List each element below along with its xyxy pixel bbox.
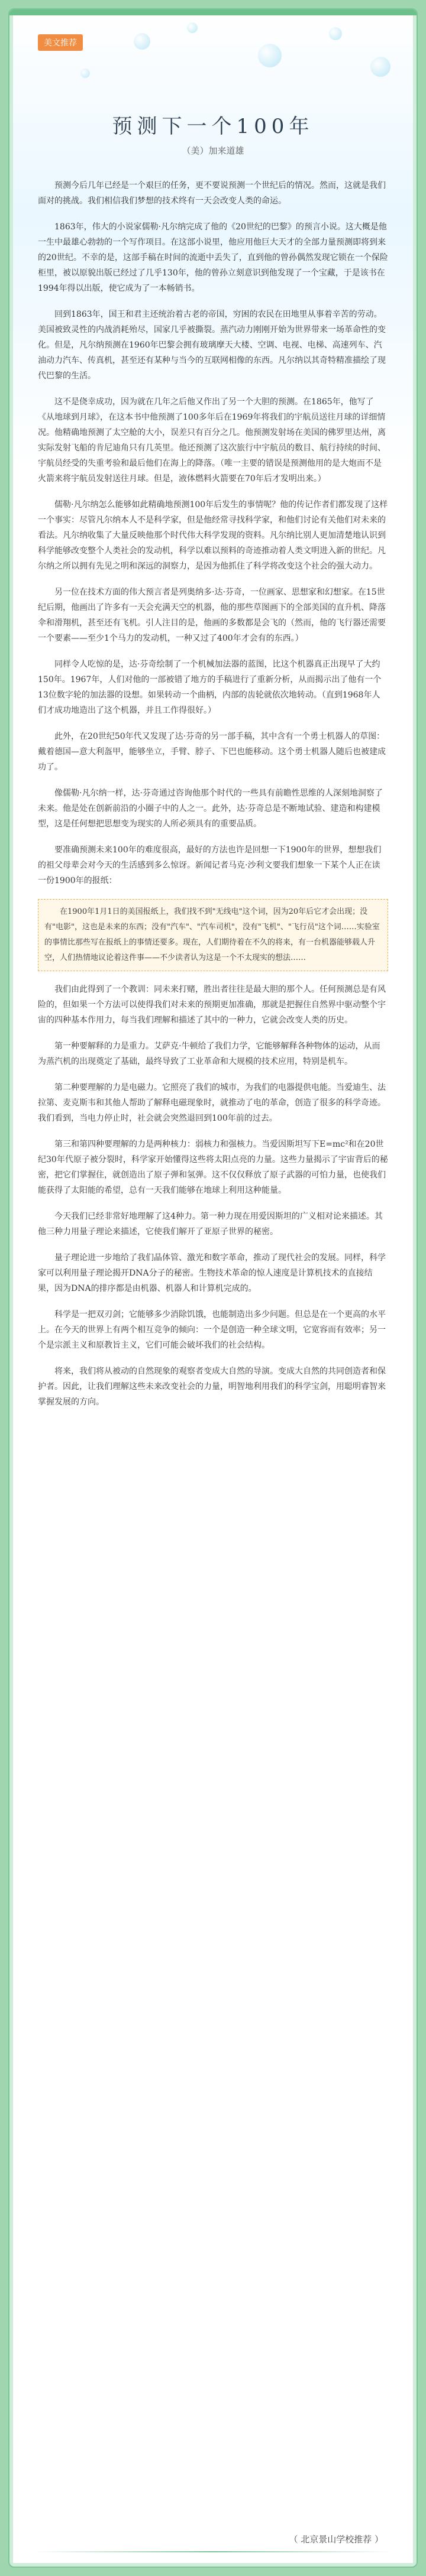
bubble-decoration [134, 33, 150, 50]
paragraph: 此外，在20世纪50年代又发现了达·芬奇的另一部手稿，其中含有一个勇士机器人的草图：戴着德国—意大利盔甲，能够坐立，手臂、脖子、下巴也能移动。这个勇士机器人随后也被建成功了。 [38, 732, 386, 772]
bubble-decoration [258, 44, 282, 67]
paragraph: 儒勒·凡尔纳怎么能够如此精确地预测100年后发生的事情呢？他的传记作者们都发现了这样一个事实：尽管凡尔纳本人不是科学家，但是他经常寻找科学家，和他们讨论有关他们对未来的看法。凡尔纳收集了大量反映他那个时代伟大科学发现的资料。凡尔纳比别人更加清楚地认识到科学能够改变整个人类社会的发动机，科学以难以预料的奇迹推动着人类文明进入新的世纪。凡尔纳之所以拥有先见之明和深远的洞察力，是因为他抓住了科学将改变这个社会的强大动力。 [38, 500, 388, 571]
paragraph: 今天我们已经非常好地理解了这4种力。第一种力现在用爱因斯坦的广义相对论来描述。其他三种力用量子理论来描述，它使我们解开了亚原子世界的秘密。 [38, 1212, 383, 1237]
paragraph: 第一种要解释的力是重力。艾萨克·牛顿给了我们力学，它能够解释各种物体的运动，从而为蒸汽机的出现奠定了基础，最终导致了工业革命和大规模的技术应用，特别是机车。 [38, 1042, 380, 1066]
paragraph: 同样令人吃惊的是，达·芬奇绘制了一个机械加法器的蓝图，比这个机器真正出现早了大约150年。1967年，人们对他的一部被错了地方的手稿进行了重新分析，从而揭示出了他有一个13位数字轮的加法器的设想。如果转动一个曲柄，内部的齿轮就依次地转动。（直到1968年人们才成功地造出了这个机器，并且工作得很好。） [38, 660, 382, 715]
paragraph: 1863年，伟大的小说家儒勒·凡尔纳完成了他的《20世纪的巴黎》的预言小说。这大概是他一生中最雄心勃勃的一个写作项目。在这部小说里，他应用他巨大天才的全部力量预测即将到来的20世纪。不幸的是，这部手稿在时间的流逝中丢失了，直到他的曾孙偶然发现它锁在一个保险柜里，被以原貌出版已经过了几乎130年，他的曾孙立刻意识到他发现了一个宝藏，于是该书在1994年得以出版，使它成为了一本畅销书。 [38, 222, 388, 293]
quoted-passage: 在1900年1月1日的美国报纸上，我们找不到"无线电"这个词，因为20年后它才会出现；没有"电影"，这也是未来的东西；没有"汽车"、"汽车司机"，没有"飞机"、"飞行员"这个词……实验室的事情比那些写在报纸上的事情还要多。现在，人们期待着在不久的将来，有一台机器能够载人升空，人们热情地议论着这件事——不少读者认为这是一个不太现实的想法…… [38, 899, 388, 971]
top-strip [9, 9, 417, 15]
bubble-decoration [80, 69, 90, 78]
bottom-divider [33, 2551, 393, 2552]
paragraph: 量子理论进一步地给了我们晶体管、激光和数字革命，推动了现代社会的发展。同样，科学家可以利用量子理论揭开DNA分子的秘密。生物技术革命的惊人速度是计算机技术的直接结果，因为DNA的排序都是由机器、机器人和计算机完成的。 [38, 1253, 386, 1293]
paragraph: 我们由此得到了一个教训：同未来打赌，胜出者往往是最大胆的那个人。任何预测总是有风险的，但如果一个方法可以使得我们对未来的预期更加准确，那就是把握住自然界中驱动整个宇宙的四种基本作用力，每当我们理解和描述了其中的一种力，它就会改变人类的历史。 [38, 985, 386, 1025]
article-title: 预测下一个100年 [112, 115, 314, 138]
recommendation-credit: （ 北京景山学校推荐 ） [289, 2534, 383, 2545]
bubble-decoration [329, 27, 342, 40]
paragraph: 第二种要理解的力是电磁力。它照亮了我们的城市，为我们的电器提供电能。当爱迪生、法拉第、麦克斯韦和其他人帮助了解释电磁现象时，就推动了电的革命，创造了很多的科学奇迹。我们看到，当电力停止时，社会就会突然退回到100年前的过去。 [38, 1083, 386, 1123]
paragraph: 科学是一把双刃剑；它能够多少消除饥饿，也能制造出多少问题。但总是在一个更高的水平上。在今天的世界上有两个相互竞争的倾向：一个是创造一种全球文明，它宽容而有效率；另一个是宗派主义和原教旨主义，它们可能会破坏我们的社会结构。 [38, 1310, 386, 1350]
article-card [8, 8, 418, 2568]
paragraph: 回到1863年，国王和君主还统治着古老的帝国，穷困的农民在田地里从事着辛苦的劳动。美国被致灵性的内战消耗殆尽，国家几乎被撕裂。蒸汽动力刚刚开始为世界带来一场革命性的变化。但是，凡尔纳预测在1960年巴黎会拥有玻璃摩天大楼、空调、电视、电梯、高速列车、汽油动力汽车、传真机，甚至还有某种与当今的互联网相像的东西。凡尔纳以其奇特精准描绘了现代巴黎的生活。 [38, 310, 386, 381]
paragraph: 另一位在技术方面的伟大预言者是列奥纳多·达·芬奇，一位画家、思想家和幻想家。在15世纪后期，他画出了许多有一天会充满天空的机器，他的那些草图画下的全部美国的直升机、降落伞和滑翔机，甚至还有飞机。引人注目的是，他画的多数都是会飞的（然而，他的飞行器还需要一个要素——至少1个马力的发动机，一种又过了400年才会有的东西。） [38, 588, 386, 643]
paragraph: 像儒勒·凡尔纳一样，达·芬奇通过咨询他那个时代的一些具有前瞻性思维的人深刻地洞察了未来。他是处在创新前沿的小圈子中的人之一。此外，达·芬奇总是不断地试验、建造和构建模型，这是任何想把思想变为现实的人所必须具有的重要品质。 [38, 789, 383, 829]
paragraph: 第三和第四种要理解的力是两种核力：弱核力和强核力。当爱因斯坦写下E=mc²和在20世纪30年代原子被分裂时，科学家开始懂得这些将太阳点亮的力量。这些力量揭示了宇宙背后的秘密，把它们掌握住，就创造出了原子弹和氢弹。这不仅仅释放了原子武器的可怕力量，也使我们能获得了太阳能的希望，总有一天我们能够在地球上利用这种能量。 [38, 1140, 388, 1195]
article-author: （美）加来道雄 [182, 145, 244, 156]
bubble-decoration [187, 22, 198, 33]
paragraph: 将来，我们将从被动的自然现象的观察者变成大自然的导演。变成大自然的共同创造者和保护者。因此，让我们理解这些未来改变社会的力量，明智地利用我们的科学宝剑，用聪明睿智来掌握发展的方向。 [38, 1367, 386, 1407]
bubble-decoration [370, 57, 390, 77]
paragraph: 要准确预测未来100年的难度很高，最好的方法也许是回想一下1900年的世界，想想我们的祖父母辈会对今天的生活感到多么惊讶。新闻记者马克·沙利文要我们想象一下某个人正在读一份1900年的报纸： [38, 845, 382, 885]
category-tag: 美文推荐 [38, 34, 83, 51]
paragraph: 预测今后几年已经是一个艰巨的任务，更不要说预测一个世纪后的情况。然而，这就是我们面对的挑战。我们相信我们梦想的技术终有一天会改变人类的命运。 [38, 181, 386, 206]
paragraph: 这不是侥幸成功，因为就在几年之后他又作出了另一个大胆的预测。在1865年，他写了《从地球到月球》，在这本书中他预测了100多年后在1969年将我们的宇航员送往月球的详细情况。他精确地预测了太空舱的大小，误差只有百分之几。他预测发射场在美国的佛罗里达州，离实际发射飞船的肯尼迪角只有几英里。他还预测了这次旅行中宇航员的数目、航行持续的时间、宇航员经受的失重考验和最后他们在海上的降落。（唯一主要的错误是预测他用的是大炮而不是火箭来将宇航员发射送往月球。但是，液体燃料火箭要在70年后才发明出来。） [38, 397, 386, 484]
article-body [38, 178, 388, 1420]
